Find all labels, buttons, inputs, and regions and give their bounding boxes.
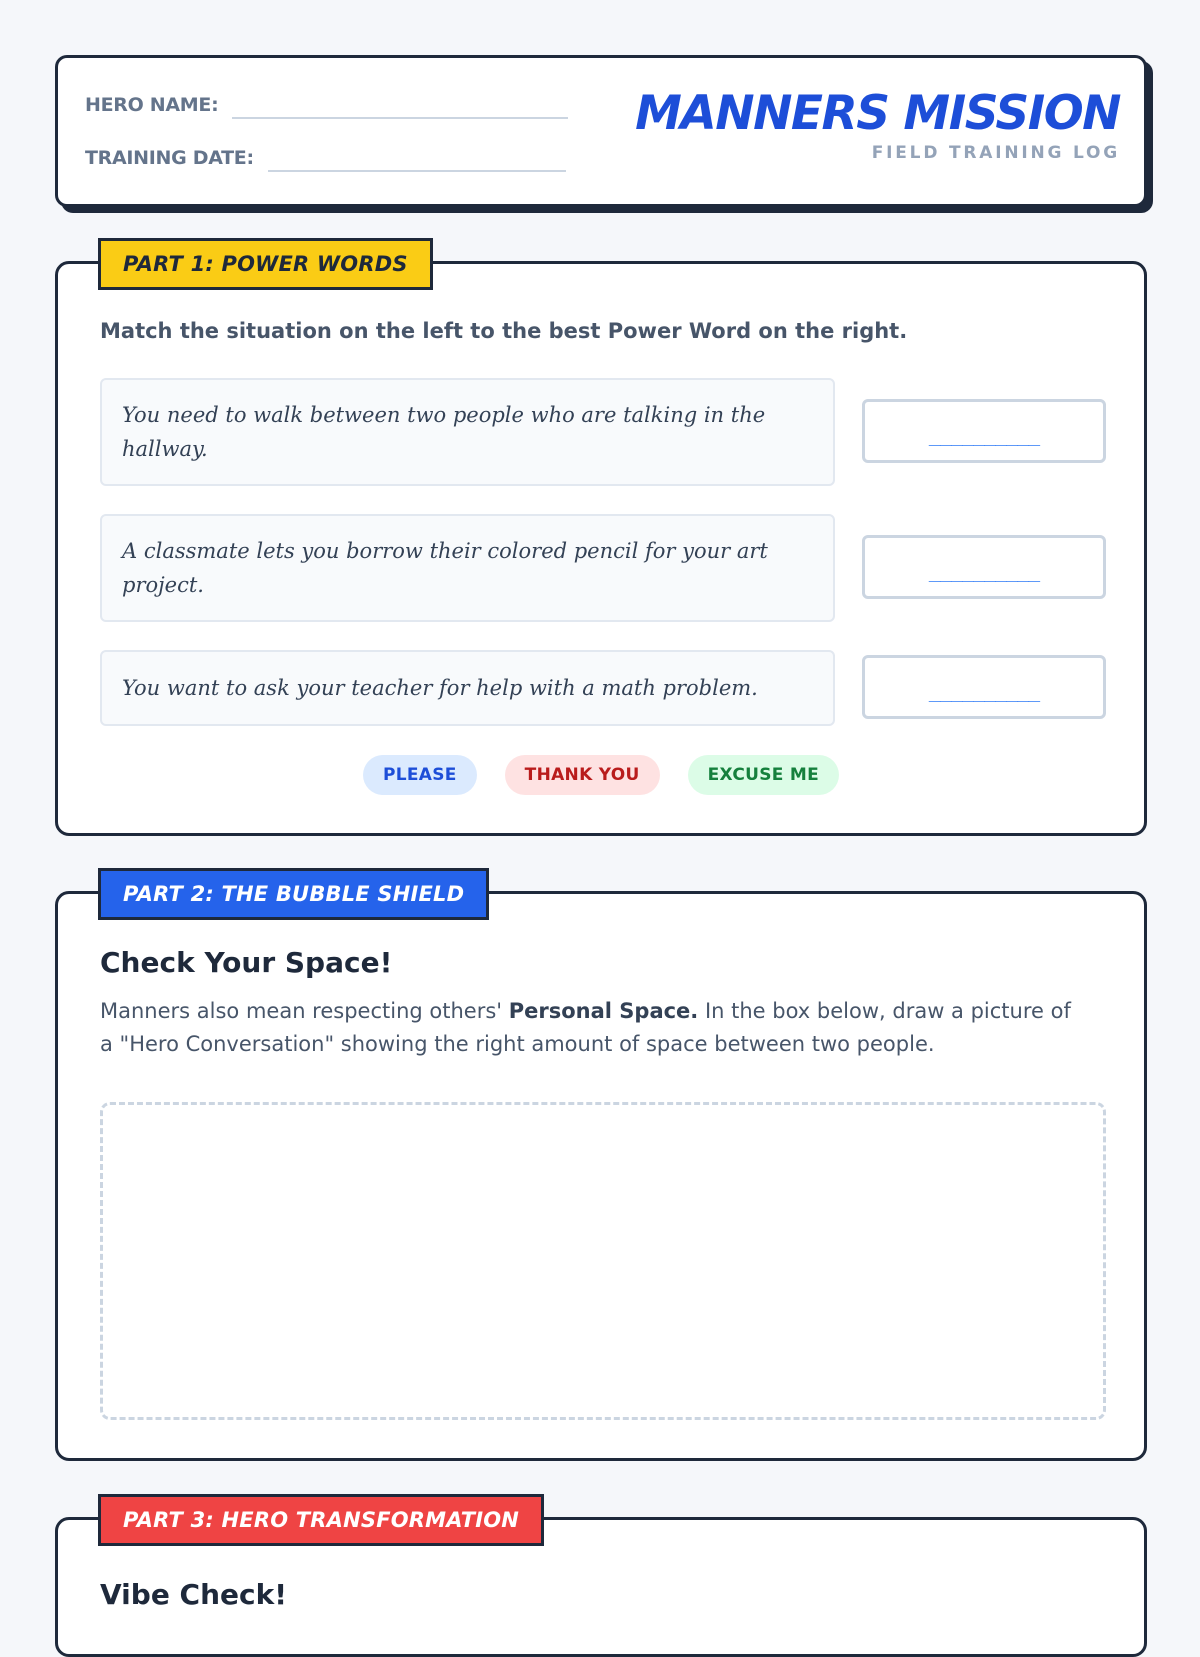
training-date-line[interactable] <box>268 170 566 172</box>
page-subtitle: FIELD TRAINING LOG <box>871 143 1120 163</box>
answer-box[interactable]: __________ <box>862 535 1106 599</box>
hero-name-field <box>85 94 568 116</box>
situation-card <box>100 650 835 726</box>
answer-box[interactable]: __________ <box>862 655 1106 719</box>
part1-instructions: Match the situation on the left to the best Power Word on the right. <box>100 319 908 343</box>
part2-heading: Check Your Space! <box>100 946 393 979</box>
training-date-field <box>85 147 566 169</box>
word-chip-please: PLEASE <box>363 755 477 795</box>
part2-body <box>100 995 1090 1061</box>
hero-name-label: HERO NAME: <box>85 94 219 116</box>
situation-text: You need to walk between two people who are talking in the hallway. <box>122 403 766 461</box>
part3-heading: Vibe Check! <box>100 1578 288 1611</box>
section-power-words <box>55 252 1147 836</box>
page-title: MANNERS MISSION <box>635 86 1120 141</box>
part2-body-start: Manners also mean respecting others' <box>100 999 509 1023</box>
section-tag-part2: PART 2: THE BUBBLE SHIELD <box>98 868 489 920</box>
section-tag-part3: PART 3: HERO TRANSFORMATION <box>98 1494 544 1546</box>
section-tag-part1: PART 1: POWER WORDS <box>98 238 433 290</box>
part2-body-bold: Personal Space. <box>508 999 699 1023</box>
word-chip-thank-you: THANK YOU <box>505 755 660 795</box>
word-chip-excuse-me: EXCUSE ME <box>688 755 839 795</box>
situation-text: A classmate lets you borrow their colored pencil for your art project. <box>122 539 768 597</box>
training-date-label: TRAINING DATE: <box>85 147 254 169</box>
section-bubble-shield <box>55 882 1147 1461</box>
word-bank <box>58 755 1144 795</box>
drawing-box[interactable] <box>100 1102 1106 1420</box>
part2-body-end: In the box below, draw a picture of a "Hero Conversation" showing the right amount of space between two people. <box>100 999 1071 1056</box>
worksheet-header <box>55 55 1147 207</box>
hero-name-line[interactable] <box>232 117 568 119</box>
situation-text: You want to ask your teacher for help with a math problem. <box>122 676 758 700</box>
title-block <box>635 86 1120 163</box>
answer-box[interactable]: __________ <box>862 399 1106 463</box>
section-hero-transformation <box>55 1508 1147 1657</box>
situation-card <box>100 378 835 486</box>
situation-card <box>100 514 835 622</box>
